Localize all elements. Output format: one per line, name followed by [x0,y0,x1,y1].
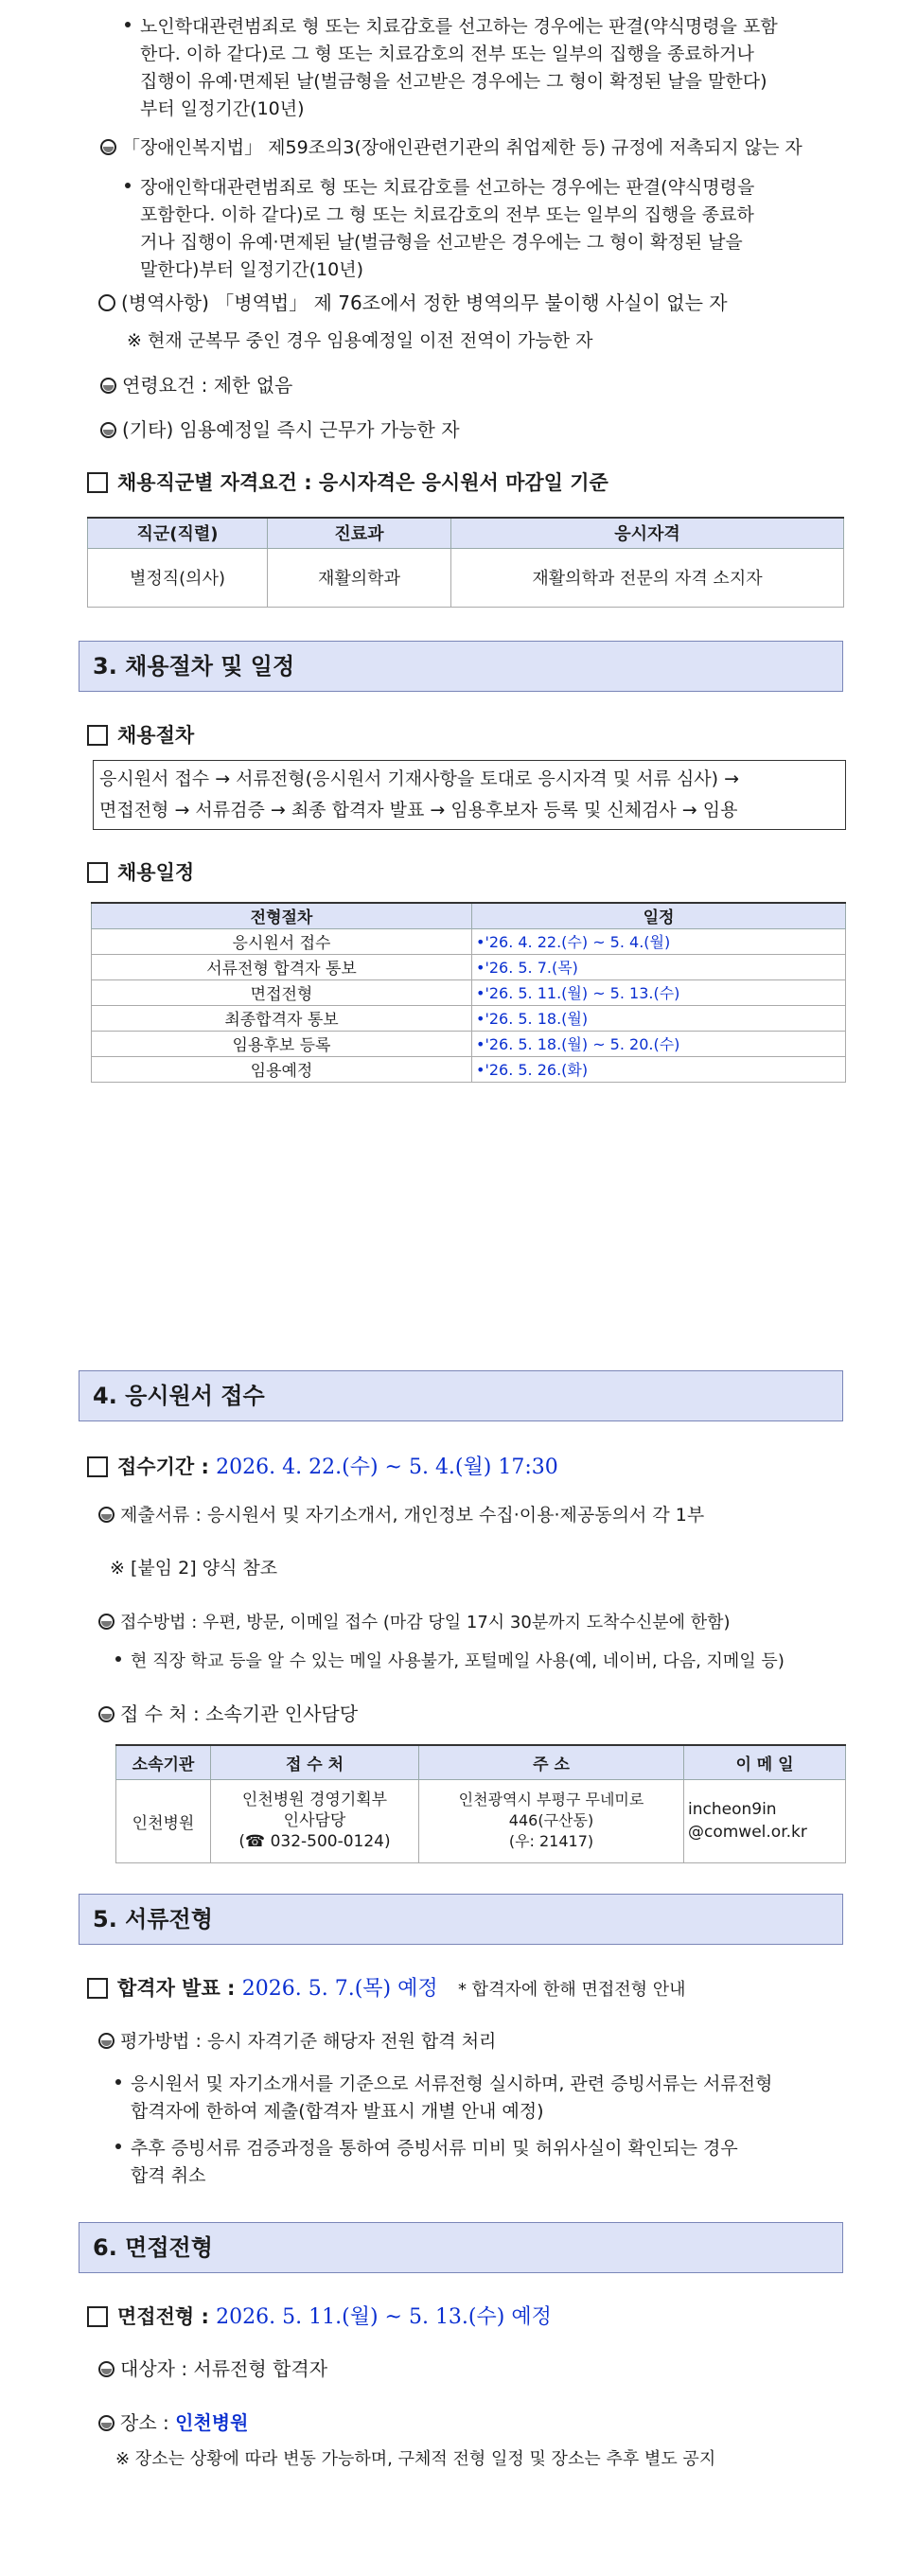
interview-date: 면접전형 : 2026. 5. 11.(월) ~ 5. 13.(수) 예정 [87,2303,552,2331]
item1-line: 한다. 이하 같다)로 그 형 또는 치료감호의 전부 또는 일부의 집행을 종료하거나 [140,44,754,64]
qual-header: 응시자격 [451,518,844,548]
section-4-title: 4. 응시원서 접수 [79,1370,843,1421]
bullet-dot-icon [115,2079,121,2085]
application-method: 접수방법 : 우편, 방문, 이메일 접수 (마감 당일 17시 30분까지 도착수신분에 한함) [98,1609,731,1636]
checkbox-square-icon [87,472,108,493]
table-row [92,954,846,979]
item1-block [125,13,778,123]
screening-note-line: 추후 증빙서류 검증과정을 통하여 증빙서류 미비 및 허위사실이 확인되는 경우 [131,2138,738,2159]
circle-bullet-icon [100,139,116,155]
circle-bullet-icon [98,1614,115,1630]
item2-line: 장애인학대관련범죄로 형 또는 치료감호를 선고하는 경우에는 판결(약식명령을 [140,177,755,198]
circle-bullet-icon [98,1507,115,1523]
circle-bullet-icon [98,2033,115,2049]
procedure-line: 응시원서 접수 → 서류전형(응시원서 기재사항을 토대로 응시자격 및 서류 심사) → [99,768,740,789]
bullet-dot-icon [115,1656,121,1662]
item2-line: 말한다)부터 일정기간(10년) [140,259,363,280]
checkbox-square-icon [87,2306,108,2327]
schedule-date: •'26. 5. 7.(목) [472,954,846,979]
item2-line: 거나 집행이 유예·면제된 날(벌금형을 선고받은 경우에는 그 형이 확정된 날을 [140,232,743,253]
schedule-heading: 채용일정 [87,859,194,887]
section-6-title: 6. 면접전형 [79,2222,843,2273]
item2-line: 포함한다. 이하 같다)로 그 형 또는 치료감호의 전부 또는 일부의 집행을 종료하 [140,204,754,225]
screening-note-line: 합격 취소 [131,2165,206,2186]
screening-notes [115,2071,772,2190]
item1-line: 집행이 유예·면제된 날(벌금형을 선고받은 경우에는 그 형이 확정된 날을 말한다) [140,71,767,92]
schedule-date: •'26. 5. 26.(화) [472,1056,846,1082]
contact-header: 이 메 일 [684,1745,846,1779]
evaluation-method: 평가방법 : 응시 자격기준 해당자 전원 합격 처리 [98,2028,496,2056]
documents: 제출서류 : 응시원서 및 자기소개서, 개인정보 수집·이용·제공동의서 각 1부 [98,1502,704,1529]
table-row [92,979,846,1005]
contact-org: 인천병원 [116,1779,211,1862]
qual-header: 직군(직렬) [88,518,268,548]
circle-bullet-icon [100,422,116,438]
procedure-heading: 채용절차 [87,722,194,750]
bullet-dot-icon [125,183,131,188]
checkbox-square-icon [87,862,108,883]
application-period: 접수기간 : 2026. 4. 22.(수) ~ 5. 4.(월) 17:30 [87,1454,558,1481]
interview-target: 대상자 : 서류전형 합격자 [98,2355,327,2383]
table-row [92,1056,846,1082]
application-period-value: 2026. 4. 22.(수) ~ 5. 4.(월) 17:30 [216,1456,558,1479]
announce-note: * 합격자에 한해 면접전형 안내 [457,1980,686,2000]
qual-cell: 재활의학과 전문의 자격 소지자 [451,548,844,607]
schedule-step: 임용예정 [92,1056,472,1082]
schedule-table [91,902,846,1083]
item2-heading: 「장애인복지법」 제59조의3(장애인관련기관의 취업제한 등) 규정에 저촉되지 않는 자 [100,134,802,162]
contact-header: 소속기관 [116,1745,211,1779]
procedure-box [93,760,846,830]
screening-note-line: 합격자에 한하여 제출(합격자 발표시 개별 안내 예정) [131,2101,544,2122]
schedule-step: 면접전형 [92,979,472,1005]
contact-dept: 인천병원 경영기획부 인사담당 (☎ 032-500-0124) [211,1779,419,1862]
schedule-date: •'26. 5. 11.(월) ~ 5. 13.(수) [472,979,846,1005]
schedule-header: 일정 [472,903,846,928]
circle-bullet-icon [98,2415,115,2431]
age-requirement: 연령요건 : 제한 없음 [100,372,292,399]
schedule-date: •'26. 5. 18.(월) [472,1005,846,1031]
item1-line: 노인학대관련범죄로 형 또는 치료감호를 선고하는 경우에는 판결(약식명령을 포함 [140,16,778,37]
schedule-header: 전형절차 [92,903,472,928]
contact-header: 주 소 [419,1745,684,1779]
qual-heading: 채용직군별 자격요건 : 응시자격은 응시원서 마감일 기준 [87,469,608,497]
place-note: ※ 장소는 상황에 따라 변동 가능하며, 구체적 전형 일정 및 장소는 추후 별도 공지 [115,2449,716,2469]
contact-email[interactable]: incheon9in @comwel.or.kr [684,1779,846,1862]
section-3-title: 3. 채용절차 및 일정 [79,641,843,692]
circle-bullet-icon [100,378,116,394]
section-5-title: 5. 서류전형 [79,1894,843,1945]
table-row [92,928,846,954]
schedule-step: 응시원서 접수 [92,928,472,954]
circle-bullet-icon [98,2361,115,2377]
item2-block [125,174,754,284]
contact-heading: 접 수 처 : 소속기관 인사담당 [98,1701,358,1728]
pass-announcement: 합격자 발표 : 2026. 5. 7.(목) 예정 * 합격자에 한해 면접전형 안내 [87,1975,686,2003]
ring-bullet-icon [98,294,115,311]
other-requirement: (기타) 임용예정일 즉시 근무가 가능한 자 [100,416,460,444]
military-note: ※ 현재 군복무 중인 경우 임용예정일 이전 전역이 가능한 자 [127,330,593,351]
contact-header: 접 수 처 [211,1745,419,1779]
screening-note-line: 응시원서 및 자기소개서를 기준으로 서류전형 실시하며, 관련 증빙서류는 서류전형 [131,2073,773,2094]
qualification-table [87,517,844,608]
method-note: 현 직장 학교 등을 알 수 있는 메일 사용불가, 포털메일 사용(예, 네이버, 다음, 지메일 등) [115,1648,785,1675]
schedule-date: •'26. 4. 22.(수) ~ 5. 4.(월) [472,928,846,954]
circle-bullet-icon [98,1706,115,1722]
qual-cell: 재활의학과 [268,548,451,607]
item1-line: 부터 일정기간(10년) [140,98,305,119]
interview-place: 장소 : 인천병원 [98,2409,248,2437]
checkbox-square-icon [87,1456,108,1477]
schedule-date: •'26. 5. 18.(월) ~ 5. 20.(수) [472,1031,846,1056]
table-row [92,1031,846,1056]
qual-header: 진료과 [268,518,451,548]
bullet-dot-icon [125,22,131,27]
procedure-line: 면접전형 → 서류검증 → 최종 합격자 발표 → 임용후보자 등록 및 신체검사 → 임용 [99,800,738,820]
documents-note: ※ [붙임 2] 양식 참조 [110,1558,278,1579]
table-row [92,1005,846,1031]
interview-place-value: 인천병원 [175,2411,249,2434]
military-requirement: (병역사항) 「병역법」 제 76조에서 정한 병역의무 불이행 사실이 없는 자 [98,290,728,317]
qual-cell: 별정직(의사) [88,548,268,607]
checkbox-square-icon [87,725,108,746]
schedule-step: 최종합격자 통보 [92,1005,472,1031]
bullet-dot-icon [115,2144,121,2149]
checkbox-square-icon [87,1978,108,1999]
contact-table [115,1744,846,1863]
contact-address: 인천광역시 부평구 무네미로 446(구산동) (우: 21417) [419,1779,684,1862]
phone-number: (☎ 032-500-0124) [238,1832,391,1851]
schedule-step: 임용후보 등록 [92,1031,472,1056]
schedule-step: 서류전형 합격자 통보 [92,954,472,979]
